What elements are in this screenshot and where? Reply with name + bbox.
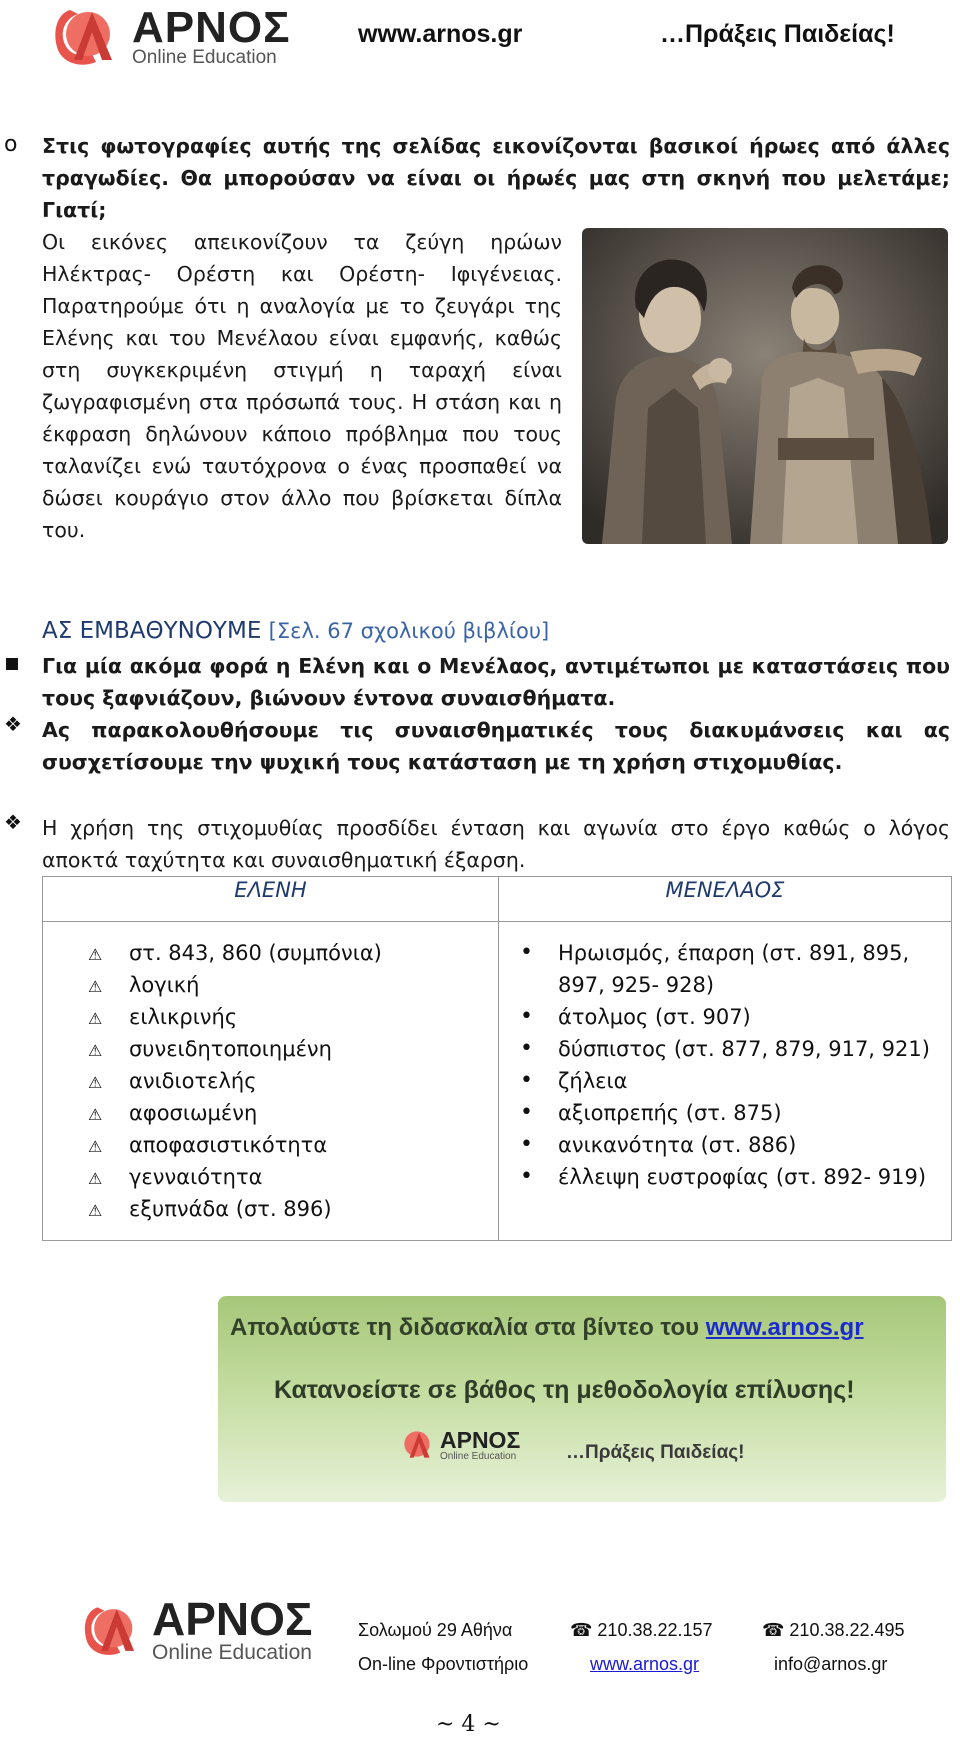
bullet-icon: • bbox=[520, 1068, 533, 1093]
section-task: Ας παρακολουθήσουμε τις συναισθηματικές τους διακυμάνσεις και ας συσχετίσουμε την ψυχική τους κατάσταση με τη χρήση στιχομυθίας. bbox=[42, 718, 950, 774]
logo-name: ΑΡΝΟΣ bbox=[132, 2, 291, 52]
square-bullet-icon bbox=[6, 658, 18, 670]
alert-marker-icon: ⚠ bbox=[88, 977, 103, 996]
footer-phone2: ☎ 210.38.22.495 bbox=[762, 1620, 905, 1640]
list-item: • ζήλεια bbox=[500, 1065, 950, 1097]
banner-slogan: …Πράξεις Παιδείας! bbox=[566, 1442, 745, 1463]
footer-phone1: ☎ 210.38.22.157 bbox=[570, 1620, 713, 1640]
alert-marker-icon: ⚠ bbox=[88, 1137, 103, 1156]
banner-line2: Κατανοείστε σε βάθος τη μεθοδολογία επίλυσης! bbox=[274, 1376, 855, 1404]
header-site[interactable]: www.arnos.gr bbox=[358, 20, 523, 48]
bullet-icon: • bbox=[520, 940, 533, 965]
logo-mark-icon bbox=[82, 1601, 148, 1659]
list-item: • αξιοπρεπής (στ. 875) bbox=[500, 1097, 950, 1129]
question-text: Στις φωτογραφίες αυτής της σελίδας εικονίζονται βασικοί ήρωες από άλλες τραγωδίες. Θα μπορούσαν να είναι οι ήρωές μας στη σκηνή που μελετάμε; Γιατί; bbox=[42, 134, 950, 222]
logo-tagline: Online Education bbox=[132, 46, 277, 68]
comparison-table bbox=[42, 876, 952, 1241]
col-header-menelaus: ΜΕΝΕΛΑΟΣ bbox=[499, 877, 952, 922]
list-item: • έλλειψη ευστροφίας (στ. 892- 919) bbox=[500, 1161, 950, 1193]
list-item: ⚠ συνειδητοποιημένη bbox=[44, 1033, 497, 1065]
list-item: ⚠ γενναιότητα bbox=[44, 1161, 497, 1193]
footer-web bbox=[590, 1654, 699, 1675]
section-intro: Για μία ακόμα φορά η Ελένη και ο Μενέλαος, αντιμέτωποι με καταστάσεις που τους ξαφνιάζουν, βιώνουν έντονα συναισθήματα. bbox=[42, 654, 950, 710]
section-note: [Σελ. 67 σχολικού βιβλίου] bbox=[268, 619, 550, 643]
footer-logo: ΑΡΝΟΣ Online Education bbox=[82, 1596, 313, 1663]
header-slogan: …Πράξεις Παιδείας! bbox=[660, 20, 895, 48]
alert-marker-icon: ⚠ bbox=[88, 1041, 103, 1060]
list-item: • Ηρωισμός, έπαρση (στ. 891, 895, 897, 925- 928) bbox=[500, 937, 950, 1001]
list-item: • δύσπιστος (στ. 877, 879, 917, 921) bbox=[500, 1033, 950, 1065]
menelaus-list bbox=[500, 923, 950, 1207]
diamond-bullet-icon: ❖ bbox=[4, 712, 22, 736]
promo-banner bbox=[218, 1296, 946, 1502]
footer-email[interactable]: info@arnos.gr bbox=[774, 1654, 888, 1674]
helen-list bbox=[44, 923, 497, 1239]
banner-logo: ΑΡΝΟΣ Online Education bbox=[398, 1428, 520, 1462]
diamond-bullet-icon: ❖ bbox=[4, 810, 22, 834]
question-marker: o bbox=[4, 132, 18, 157]
section-answer: Η χρήση της στιχομυθίας προσδίδει ένταση και αγωνία στο έργο καθώς ο λόγος αποκτά ταχύτητα και συναισθηματική έξαρση. bbox=[42, 816, 950, 872]
bullet-icon: • bbox=[520, 1164, 533, 1189]
list-item: ⚠ εξυπνάδα (στ. 896) bbox=[44, 1193, 497, 1225]
footer-address: Σολωμού 29 Αθήνα bbox=[358, 1620, 513, 1640]
alert-marker-icon: ⚠ bbox=[88, 1009, 103, 1028]
alert-marker-icon: ⚠ bbox=[88, 1105, 103, 1124]
list-item: ⚠ αφοσιωμένη bbox=[44, 1097, 497, 1129]
helen-cell bbox=[43, 922, 499, 1241]
alert-marker-icon: ⚠ bbox=[88, 1073, 103, 1092]
footer-web-link[interactable]: www.arnos.gr bbox=[590, 1654, 700, 1674]
page-number: ~ 4 ~ bbox=[436, 1712, 501, 1737]
list-item: ⚠ στ. 843, 860 (συμπόνια) bbox=[44, 937, 497, 969]
menelaus-cell bbox=[499, 922, 952, 1241]
logo-mark-icon bbox=[52, 4, 128, 68]
alert-marker-icon: ⚠ bbox=[88, 1201, 103, 1220]
list-item: ⚠ ειλικρινής bbox=[44, 1001, 497, 1033]
footer-type: On-line Φροντιστήριο bbox=[358, 1654, 529, 1674]
list-item: • ανικανότητα (στ. 886) bbox=[500, 1129, 950, 1161]
list-item: ⚠ ανιδιοτελής bbox=[44, 1065, 497, 1097]
list-item: ⚠ λογική bbox=[44, 969, 497, 1001]
list-item: ⚠ αποφασιστικότητα bbox=[44, 1129, 497, 1161]
banner-link[interactable]: www.arnos.gr bbox=[705, 1314, 864, 1341]
answer-text: Οι εικόνες απεικονίζουν τα ζεύγη ηρώων Ηλέκτρας- Ορέστη και Ορέστη- Ιφιγένειας. Παρατηρούμε ότι η αναλογία με το ζευγάρι της Ελένης και του Μενέλαου είναι εμφανής, καθώς στη συγκεκριμένη στιγμή η ταραχή είναι ζωγραφισμένη στα πρόσωπά τους. Η στάση και η έκφραση δηλώνουν κάποιο πρόβλημα που τους ταλανίζει ενώ ταυτόχρονα ο ένας προσπαθεί να δώσει κουράγιο στον άλλο που βρίσκεται δίπλα του. bbox=[42, 230, 562, 542]
theatre-photo bbox=[582, 228, 948, 544]
bullet-icon: • bbox=[520, 1004, 533, 1029]
list-item: • άτολμος (στ. 907) bbox=[500, 1001, 950, 1033]
alert-marker-icon: ⚠ bbox=[88, 945, 103, 964]
alert-marker-icon: ⚠ bbox=[88, 1169, 103, 1188]
header-logo bbox=[52, 4, 291, 68]
logo-mark-icon bbox=[398, 1428, 438, 1462]
bullet-icon: • bbox=[520, 1036, 533, 1061]
bullet-icon: • bbox=[520, 1100, 533, 1125]
col-header-helen: ΕΛΕΝΗ bbox=[43, 877, 499, 922]
bullet-icon: • bbox=[520, 1132, 533, 1157]
section-title: ΑΣ ΕΜΒΑΘΥΝΟΥΜΕ bbox=[42, 618, 262, 644]
banner-line1: Απολαύστε τη διδασκαλία στα βίντεο του www.arnos.gr bbox=[230, 1314, 864, 1341]
section-heading bbox=[42, 618, 549, 644]
